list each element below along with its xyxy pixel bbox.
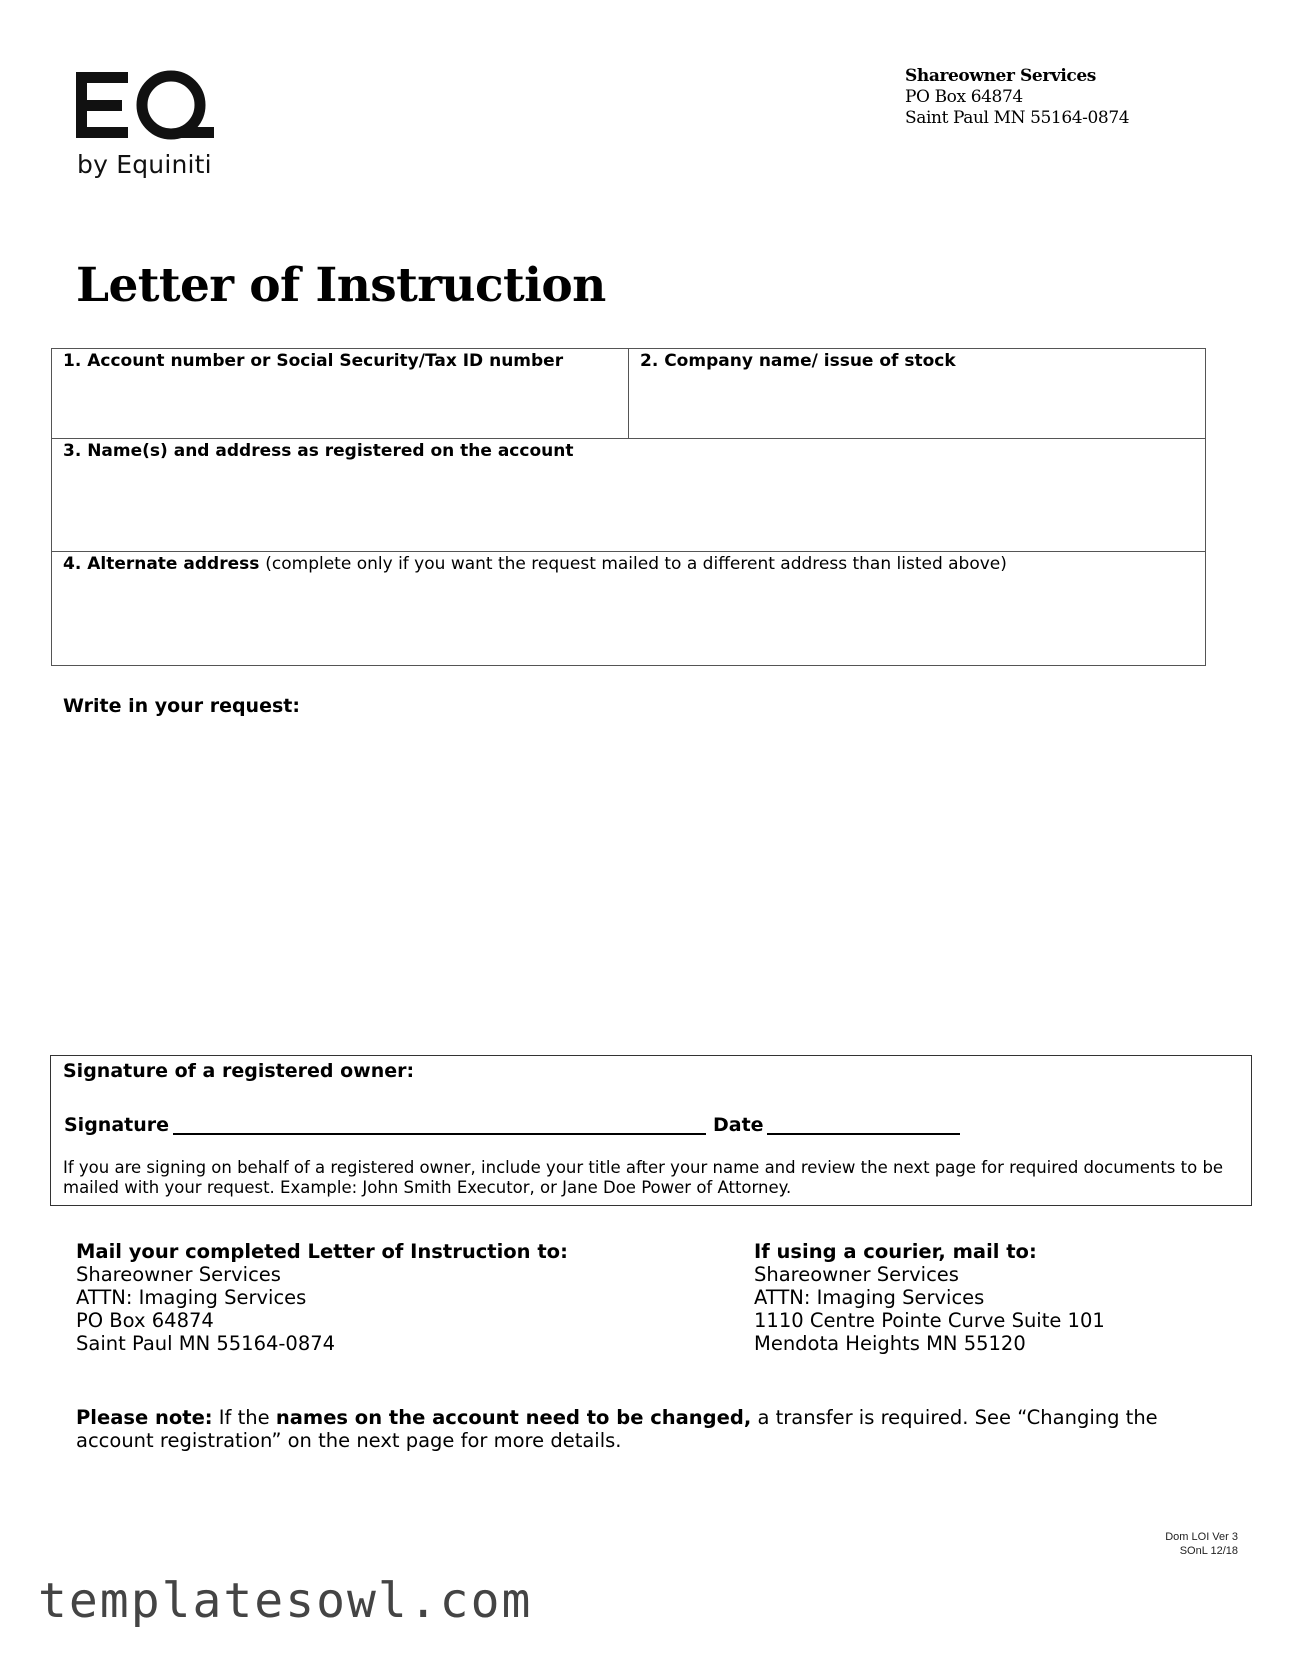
note-part1: If the xyxy=(212,1406,276,1429)
mail-line: ATTN: Imaging Services xyxy=(76,1286,307,1309)
please-note xyxy=(76,1406,1216,1452)
courier-line: Mendota Heights MN 55120 xyxy=(754,1332,1026,1355)
page-title: Letter of Instruction xyxy=(76,258,606,313)
watermark: templatesowl.com xyxy=(38,1573,533,1629)
courier-address-block xyxy=(754,1240,1105,1355)
signature-label: Signature xyxy=(64,1114,170,1136)
signature-line[interactable] xyxy=(173,1133,706,1135)
note-part2: a transfer is required. See “Changing the account registration” on the next page for more details. xyxy=(76,1406,1158,1452)
header-company: Shareowner Services xyxy=(905,66,1096,86)
version-stamp xyxy=(1165,1530,1238,1558)
header-address xyxy=(905,66,1129,129)
courier-heading: If using a courier, mail to: xyxy=(754,1240,1037,1263)
courier-line: Shareowner Services xyxy=(754,1263,959,1286)
note-bold: names on the account need to be changed, xyxy=(275,1406,752,1429)
field4-label xyxy=(63,554,1007,574)
mail-line: PO Box 64874 xyxy=(76,1309,214,1332)
header-city: Saint Paul MN 55164-0874 xyxy=(905,108,1130,128)
version-line: SOnL 12/18 xyxy=(1179,1545,1238,1557)
mail-line: Saint Paul MN 55164-0874 xyxy=(76,1332,336,1355)
field1-label: 1. Account number or Social Security/Tax ID number xyxy=(63,351,564,371)
mail-line: Shareowner Services xyxy=(76,1263,281,1286)
version-line: Dom LOI Ver 3 xyxy=(1165,1531,1238,1543)
field2-label: 2. Company name/ issue of stock xyxy=(640,351,956,371)
signature-heading: Signature of a registered owner: xyxy=(63,1060,415,1082)
field4-label-note: (complete only if you want the request mailed to a different address than listed above) xyxy=(265,554,1007,574)
request-area[interactable] xyxy=(63,725,1213,1035)
mail-address-block xyxy=(76,1240,568,1355)
eq-logo-mark xyxy=(76,70,216,142)
field3-label: 3. Name(s) and address as registered on the account xyxy=(63,441,574,461)
courier-line: 1110 Centre Pointe Curve Suite 101 xyxy=(754,1309,1105,1332)
note-prefix: Please note: xyxy=(76,1406,213,1429)
signature-note: If you are signing on behalf of a registered owner, include your title after your name and review the next page for required documents to be mailed with your request. Example: John Smith Executor, or Jane Doe Power of Attorney. xyxy=(63,1158,1224,1197)
request-label: Write in your request: xyxy=(63,695,300,717)
courier-line: ATTN: Imaging Services xyxy=(754,1286,985,1309)
mail-heading: Mail your completed Letter of Instruction to: xyxy=(76,1240,568,1263)
date-label: Date xyxy=(713,1114,764,1136)
header-po-box: PO Box 64874 xyxy=(905,87,1023,107)
field4-label-bold: 4. Alternate address xyxy=(63,554,260,574)
logo-byline: by Equiniti xyxy=(77,150,212,179)
date-line[interactable] xyxy=(767,1133,960,1135)
